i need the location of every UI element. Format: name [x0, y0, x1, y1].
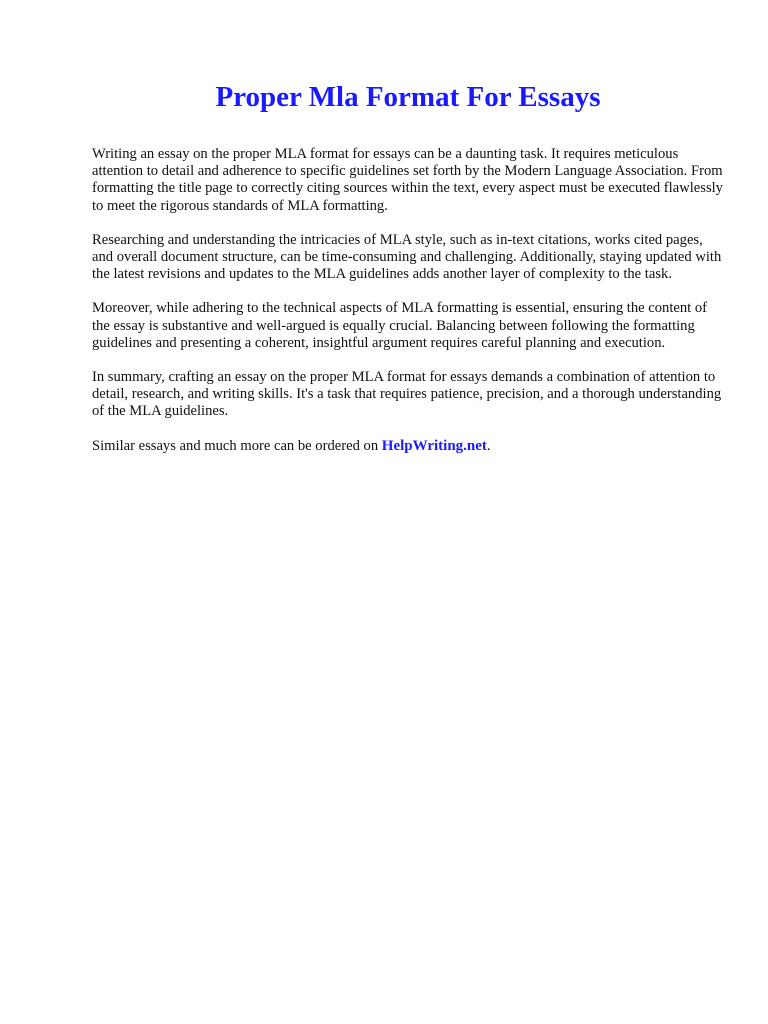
paragraph-4: In summary, crafting an essay on the proper MLA format for essays demands a combination of attention to detail, research, and writing skills. It's a task that requires patience, precision, and a thorough understanding of the MLA guidelines.	[92, 369, 722, 420]
helpwriting-link[interactable]: HelpWriting.net	[381, 437, 487, 454]
paragraph-3: Moreover, while adhering to the technical aspects of MLA formatting is essential, ensuring the content of the essay is substantive and well-argued is equally crucial. Balancing between following the formatting guidelines and presenting a coherent, insightful argument requires careful planning and execution.	[92, 300, 708, 351]
page-title: Proper Mla Format For Essays	[215, 81, 601, 113]
document-body	[92, 146, 724, 472]
footer-line	[92, 438, 724, 455]
footer-text: Similar essays and much more can be ordered on	[92, 437, 379, 454]
footer-suffix: .	[486, 437, 491, 454]
paragraph-1: Writing an essay on the proper MLA format for essays can be a daunting task. It requires meticulous attention to detail and adherence to specific guidelines set forth by the Modern Language Association. From formatting the title page to correctly citing sources within the text, every aspect must be executed flawlessly to meet the rigorous standards of MLA formatting.	[92, 146, 723, 214]
paragraph-2: Researching and understanding the intricacies of MLA style, such as in-text citations, works cited pages, and overall document structure, can be time-consuming and challenging. Additionally, staying updated with the latest revisions and updates to the MLA guidelines adds another layer of complexity to the task.	[92, 231, 722, 283]
